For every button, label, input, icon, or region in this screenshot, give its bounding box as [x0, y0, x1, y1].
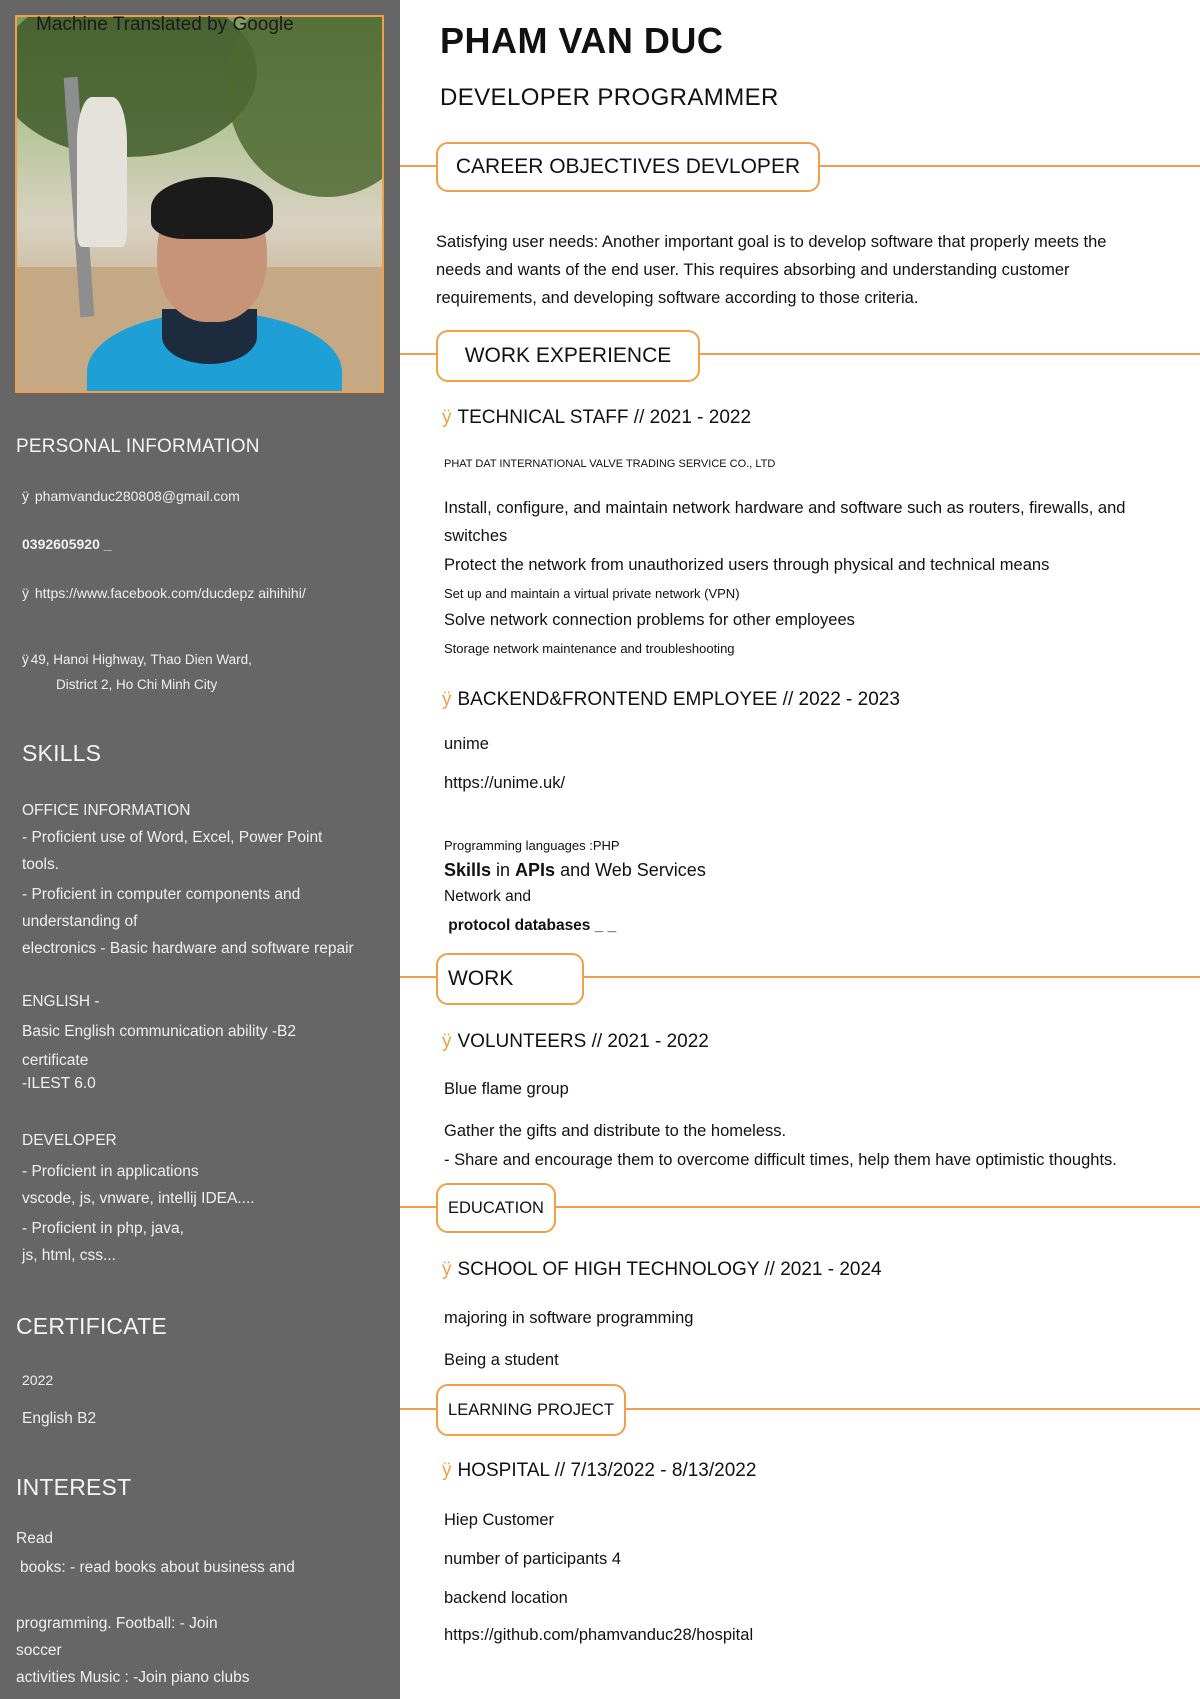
office-line: tools. [22, 856, 60, 873]
email-row[interactable] [22, 488, 240, 504]
certificate-name: English B2 [22, 1410, 97, 1427]
job-duty: Install, configure, and maintain network hardware and software such as routers, firewalls, and [444, 499, 1126, 517]
english-line: -ILEST 6.0 [22, 1075, 96, 1092]
bullet-mark: ÿ [22, 585, 29, 601]
developer-heading: DEVELOPER [22, 1132, 117, 1149]
company-url[interactable]: https://unime.uk/ [444, 774, 566, 792]
career-line: Satisfying user needs: Another important goal is to develop software that properly meets the [436, 233, 1107, 251]
email-text: phamvanduc280808@gmail.com [34, 488, 240, 504]
interest-line: soccer [16, 1642, 62, 1659]
bullet-mark: ÿ [22, 652, 29, 667]
career-line: requirements, and developing software according to those criteria. [436, 289, 919, 307]
job-title: DEVELOPER PROGRAMMER [440, 84, 779, 111]
english-line: certificate [22, 1052, 89, 1069]
facebook-link: https://www.facebook.com/ducdepz aihihihi/ [34, 585, 306, 601]
job-heading: ÿ SCHOOL OF HIGH TECHNOLOGY // 2021 - 2024 [442, 1259, 882, 1280]
job-duty: Solve network connection problems for other employees [444, 611, 855, 629]
facebook-row[interactable] [22, 585, 306, 601]
section-learning-project: LEARNING PROJECT [436, 1384, 626, 1436]
english-line: Basic English communication ability -B2 [22, 1023, 296, 1040]
section-work: WORK [436, 953, 584, 1005]
project-participants: number of participants 4 [444, 1550, 622, 1568]
volunteer-duty: - Share and encourage them to overcome difficult times, help them have optimistic thoughts. [444, 1151, 1117, 1169]
interest-line: programming. Football: - Join [16, 1615, 218, 1632]
certificate-heading: CERTIFICATE [16, 1313, 167, 1339]
office-line: - Proficient use of Word, Excel, Power Point [22, 829, 323, 846]
developer-line: vscode, js, vnware, intellij IDEA.... [22, 1190, 255, 1207]
project-location: backend location [444, 1589, 568, 1607]
phone-text: 0392605920 _ [22, 536, 112, 552]
bullet-mark: ÿ [22, 488, 29, 504]
sidebar [0, 0, 400, 1699]
interest-line: Read [16, 1530, 54, 1547]
section-career-objectives: CAREER OBJECTIVES DEVLOPER [436, 142, 820, 192]
school-status: Being a student [444, 1351, 559, 1369]
address-line-1: ÿ 49, Hanoi Highway, Thao Dien Ward, [22, 652, 252, 667]
bullet-mark: ÿ [442, 1259, 452, 1280]
skills-text: Skills in APIs and Web Services [444, 860, 706, 880]
job-heading: ÿ HOSPITAL // 7/13/2022 - 8/13/2022 [442, 1460, 757, 1481]
job-duty: Protect the network from unauthorized users through physical and technical means [444, 556, 1050, 574]
job-heading: ÿ BACKEND&FRONTEND EMPLOYEE // 2022 - 2023 [442, 689, 900, 710]
bullet-mark: ÿ [442, 407, 452, 428]
career-line: needs and wants of the end user. This requires absorbing and understanding customer [436, 261, 1070, 279]
job-duty: Storage network maintenance and troubleshooting [444, 641, 735, 656]
volunteer-group: Blue flame group [444, 1080, 569, 1098]
protocol-text: protocol databases _ _ [444, 917, 617, 934]
developer-line: - Proficient in php, java, [22, 1220, 184, 1237]
office-line: - Proficient in computer components and [22, 886, 301, 903]
school-major: majoring in software programming [444, 1309, 694, 1327]
section-education: EDUCATION [436, 1183, 556, 1233]
profile-photo [15, 15, 384, 393]
office-heading: OFFICE INFORMATION [22, 802, 191, 819]
volunteer-duty: Gather the gifts and distribute to the homeless. [444, 1122, 787, 1140]
job-duty: switches [444, 527, 508, 545]
interest-line: activities Music : -Join piano clubs [16, 1669, 250, 1686]
certificate-year: 2022 [22, 1372, 54, 1388]
personal-info-heading: PERSONAL INFORMATION [16, 436, 260, 457]
job-heading: ÿ TECHNICAL STAFF // 2021 - 2022 [442, 407, 752, 428]
developer-line: - Proficient in applications [22, 1163, 199, 1180]
bullet-mark: ÿ [442, 1460, 452, 1481]
job-heading: ÿ VOLUNTEERS // 2021 - 2022 [442, 1031, 709, 1052]
company-name: PHAT DAT INTERNATIONAL VALVE TRADING SERVICE CO., LTD [444, 458, 776, 470]
interest-heading: INTEREST [16, 1474, 132, 1500]
project-customer: Hiep Customer [444, 1511, 555, 1529]
job-duty: Set up and maintain a virtual private network (VPN) [444, 586, 740, 601]
english-heading: ENGLISH - [22, 993, 100, 1010]
bullet-mark: ÿ [442, 689, 452, 710]
languages-text: Programming languages :PHP [444, 838, 620, 853]
person-name: PHAM VAN DUC [440, 20, 724, 61]
network-text: Network and [444, 888, 532, 905]
interest-line: books: - read books about business and [20, 1559, 295, 1576]
office-line: understanding of [22, 913, 138, 930]
skills-heading: SKILLS [22, 740, 102, 766]
company-name: unime [444, 735, 489, 753]
bullet-mark: ÿ [442, 1031, 452, 1052]
section-work-experience: WORK EXPERIENCE [436, 330, 700, 382]
developer-line: js, html, css... [22, 1247, 116, 1264]
address-line-2: District 2, Ho Chi Minh City [56, 677, 218, 692]
translation-watermark: Machine Translated by Google [36, 14, 294, 35]
project-repo-link[interactable]: https://github.com/phamvanduc28/hospital [444, 1626, 754, 1644]
office-line: electronics - Basic hardware and software repair [22, 940, 354, 957]
